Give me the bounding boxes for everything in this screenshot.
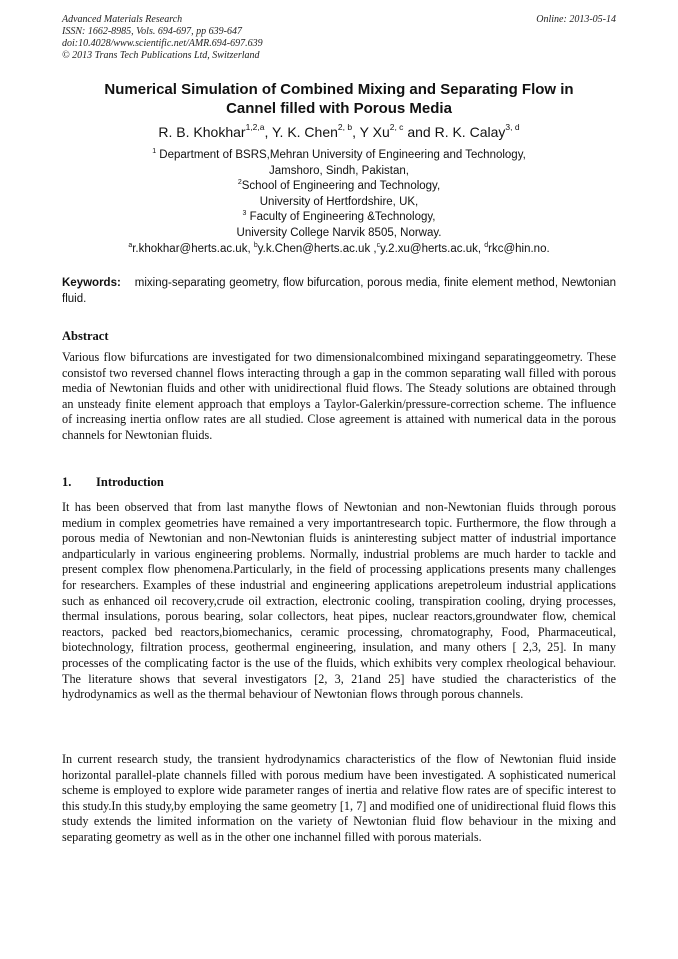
paper-title [62, 80, 616, 118]
author-list [62, 122, 616, 142]
abstract-text: Various flow bifurcations are investigated for two dimensionalcombined mixingand separatinggeometry. These consistof two reversed channel flows interacting through a gap in the common separating wall filled with porous media of Newtonian fluids and other with unidirectional fluid flows. The Steady solutions are obtained through an unsteady finite element approach that employs a Taylor-Galerkin/pressure-correction scheme. The influence of increasing inertia onflow rates are all studied. Close agreement is attained with numerical data in the porous channels for Newtonian fluids. [62, 350, 616, 442]
affiliation-line: Jamshoro, Sindh, Pakistan, [269, 164, 409, 177]
author-affil-sup: 2, b [337, 122, 353, 132]
author-name: R. B. Khokhar [158, 124, 246, 140]
email-sup: c [376, 242, 381, 249]
email-address: y.k.Chen@herts.ac.uk , [257, 243, 377, 255]
section-title: Introduction [96, 475, 164, 489]
abstract-heading: Abstract [62, 329, 109, 343]
introduction-paragraph: In current research study, the transient hydrodynamics characteristics of the flow of Newtonian fluid inside horizontal parallel-plate channels filled with porous medium have been investigated. A sophisticated numerical scheme is employed to explore wide parameter ranges of inertia and relative flow rates are of specific interest to this study.In this study,by employing the same geometry [1, 7] and modified one of unidirectional fluid flows this study extends the limited information on the variety of Newtonian fluid flow behaviour in the mixing and separating geometry as well as in the other one inchannel filled with porous materials. [62, 752, 616, 844]
keywords-text: mixing-separating geometry, flow bifurcation, porous media, finite element method, Newtonian fluid. [62, 277, 616, 305]
affiliation-text: School of Engineering and Technology, [241, 180, 441, 193]
affiliation-number: 3 [242, 210, 247, 218]
title-line: Numerical Simulation of Combined Mixing and Separating Flow in [104, 81, 574, 98]
affiliation-text: Department of BSRS,Mehran University of Engineering and Technology, [159, 149, 526, 161]
author-name: R. K. Calay [434, 124, 506, 140]
journal-name: Advanced Materials Research [62, 14, 183, 25]
affiliations [62, 148, 616, 242]
online-date: Online: 2013-05-14 [536, 14, 616, 25]
introduction-paragraph: It has been observed that from last manythe flows of Newtonian and non-Newtonian fluids through porous medium in complex geometries have remained a very importantresearch topic. Furthermore, the flow through a porous media of Newtonian and non-Newtonian fluids is aninteresting subject matter of industrial importance andparticularly in various engineering problems. Normally, industrial problems are much harder to tackle and present complex flow phenomena.Particularly, in the field of processing applications presents many challenges for researchers. Examples of these industrial and engineering applications arepetroleum industrial applications such as enhanced oil recovery,crude oil extraction, electronic cooling, transpiration cooling, drying processes, thermal insulations, porous bearing, solar collectors, heat pipes, nuclear reactors,groundwater flow, chemical reactors, packed bed reactors,biomechanics, ceramic processing, chromatography, Food, Pharmaceutical, biotechnology, filtration process, geothermal engineering, insulation, and many others [ 2,3, 25]. In many processes of the complicating factor is the use of the fluids, which exhibits very complex rheological behaviour. The literature shows that several investigators [2, 3, 21and 25] have studied the characteristics of the hydrodynamics as well as the thermal behaviour of Newtonian flows through porous channels. [62, 500, 616, 702]
affiliation-line: University of Hertfordshire, UK, [259, 195, 419, 208]
author-separator: , [264, 124, 272, 140]
journal-copyright: © 2013 Trans Tech Publications Ltd, Switzerland [62, 50, 260, 61]
section-number: 1. [62, 475, 72, 489]
email-address: y.2.xu@herts.ac.uk, [380, 243, 485, 255]
author-separator: , [352, 124, 360, 140]
title-line: Cannel filled with Porous Media [226, 100, 452, 117]
journal-issn: ISSN: 1662-8985, Vols. 694-697, pp 639-647 [62, 26, 242, 37]
author-name: Y Xu [359, 124, 390, 140]
author-affil-sup: 1,2,a [245, 122, 265, 132]
author-separator: and [403, 124, 435, 140]
author-affil-sup: 2, c [389, 122, 404, 132]
affiliation-line [62, 148, 616, 164]
email-address: rkc@hin.no. [488, 243, 550, 255]
affiliation-text: Faculty of Engineering &Technology, [249, 211, 436, 224]
author-affil-sup: 3, d [505, 122, 520, 132]
email-sup: b [253, 242, 258, 249]
affiliation-line: University College Narvik 8505, Norway. [236, 226, 442, 239]
affiliation-line [62, 179, 616, 195]
keywords [62, 276, 616, 308]
author-emails [62, 242, 616, 257]
email-sup: d [484, 242, 489, 249]
email-sup: a [128, 242, 133, 249]
keywords-label: Keywords: [62, 277, 121, 289]
introduction-heading [62, 474, 164, 490]
email-address: r.khokhar@herts.ac.uk, [132, 243, 254, 255]
journal-header [62, 14, 616, 62]
journal-doi: doi:10.4028/www.scientific.net/AMR.694-697.639 [62, 38, 263, 49]
affiliation-number: 1 [152, 148, 157, 155]
author-name: Y. K. Chen [272, 124, 338, 140]
affiliation-number: 2 [237, 179, 242, 187]
affiliation-line [62, 210, 616, 226]
